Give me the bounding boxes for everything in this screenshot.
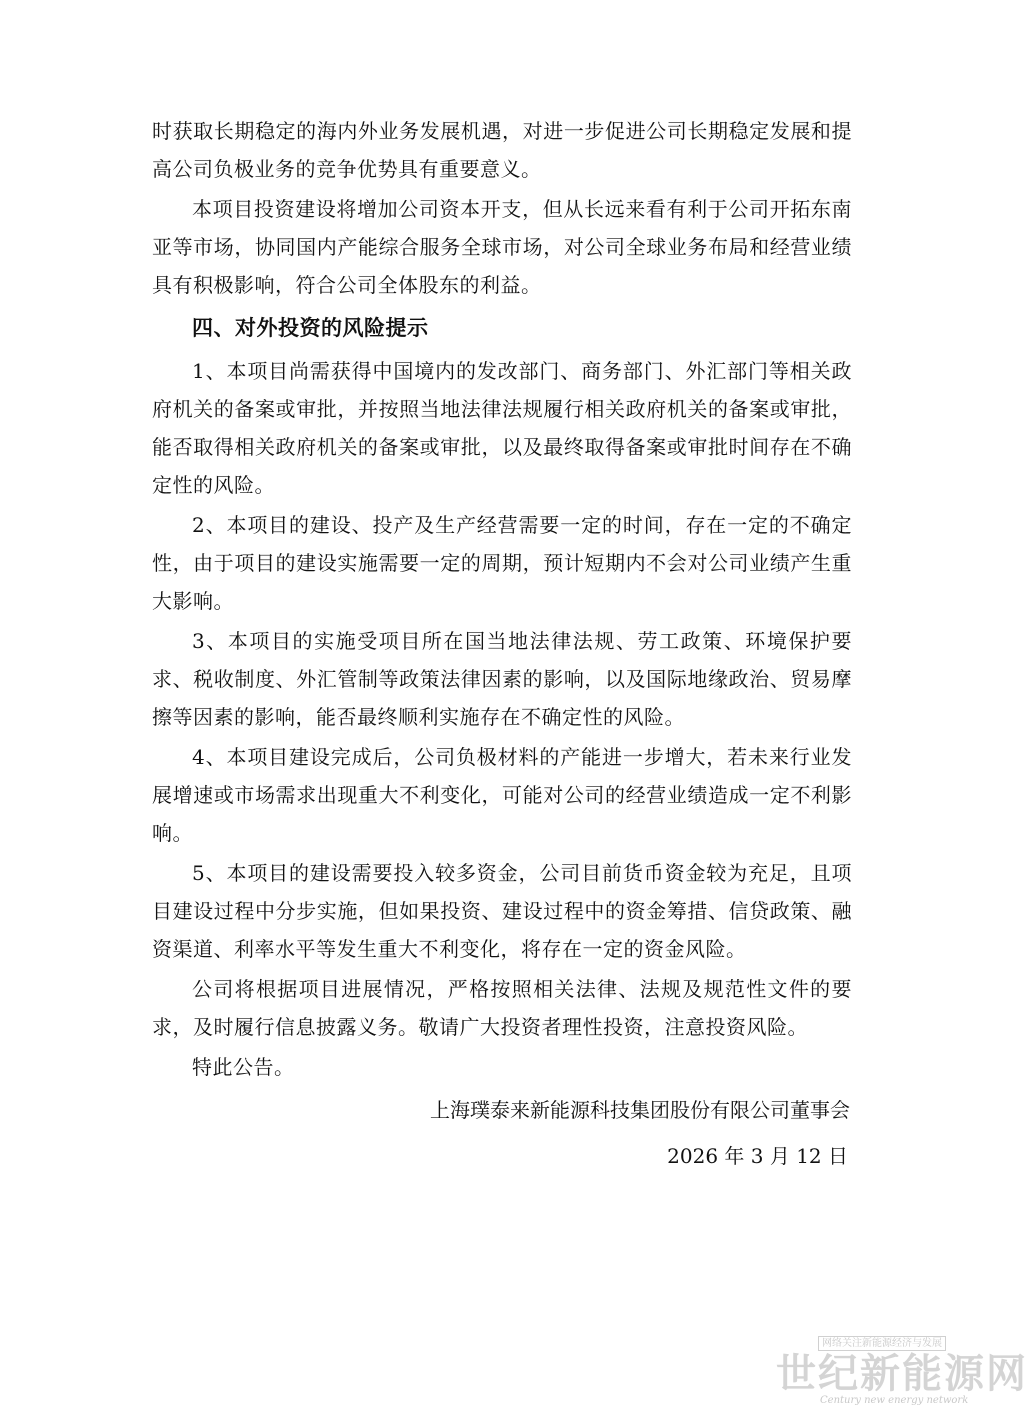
risk-item-5: 5、本项目的建设需要投入较多资金，公司目前货币资金较为充足，且项目建设过程中分步实施，但如果投资、建设过程中的资金筹措、信贷政策、融资渠道、利率水平等发生重大不利变化，将存在一定的资金风险。 [152,861,852,961]
closing-paragraph: 公司将根据项目进展情况，严格按照相关法律、法规及规范性文件的要求，及时履行信息披露义务。敬请广大投资者理性投资，注意投资风险。 [152,977,852,1039]
announcement-date: 2026 年 3 月 12 日 [667,1144,848,1168]
paragraph-investment-impact: 本项目投资建设将增加公司资本开支，但从长远来看有利于公司开拓东南亚等市场，协同国内产能综合服务全球市场，对公司全球业务布局和经营业绩具有积极影响，符合公司全体股东的利益。 [152,197,852,297]
document-body [152,112,852,1088]
risk-item-2: 2、本项目的建设、投产及生产经营需要一定的时间，存在一定的不确定性，由于项目的建设实施需要一定的周期，预计短期内不会对公司业绩产生重大影响。 [152,513,852,613]
section-heading: 四、对外投资的风险提示 [192,316,429,340]
watermark-subtitle: Century new energy network [820,1395,969,1406]
watermark-logo [776,1332,1028,1408]
risk-item-3: 3、本项目的实施受项目所在国当地法律法规、劳工政策、环境保护要求、税收制度、外汇管制等政策法律因素的影响，以及国际地缘政治、贸易摩擦等因素的影响，能否最终顺利实施存在不确定性的风险。 [152,629,852,729]
watermark-title: 世纪新能源网 [776,1351,1028,1397]
paragraph-continuation: 时获取长期稳定的海内外业务发展机遇，对进一步促进公司长期稳定发展和提高公司负极业务的竞争优势具有重要意义。 [152,119,852,181]
watermark-tagline: 网络关注新能源经济与发展 [818,1336,946,1351]
closing-line: 特此公告。 [192,1055,295,1079]
signature-board: 上海璞泰来新能源科技集团股份有限公司董事会 [430,1098,850,1122]
risk-item-4: 4、本项目建设完成后，公司负极材料的产能进一步增大，若未来行业发展增速或市场需求出现重大不利变化，可能对公司的经营业绩造成一定不利影响。 [152,745,852,845]
risk-item-1: 1、本项目尚需获得中国境内的发改部门、商务部门、外汇部门等相关政府机关的备案或审批，并按照当地法律法规履行相关政府机关的备案或审批，能否取得相关政府机关的备案或审批，以及最终取得备案或审批时间存在不确定性的风险。 [152,359,852,497]
